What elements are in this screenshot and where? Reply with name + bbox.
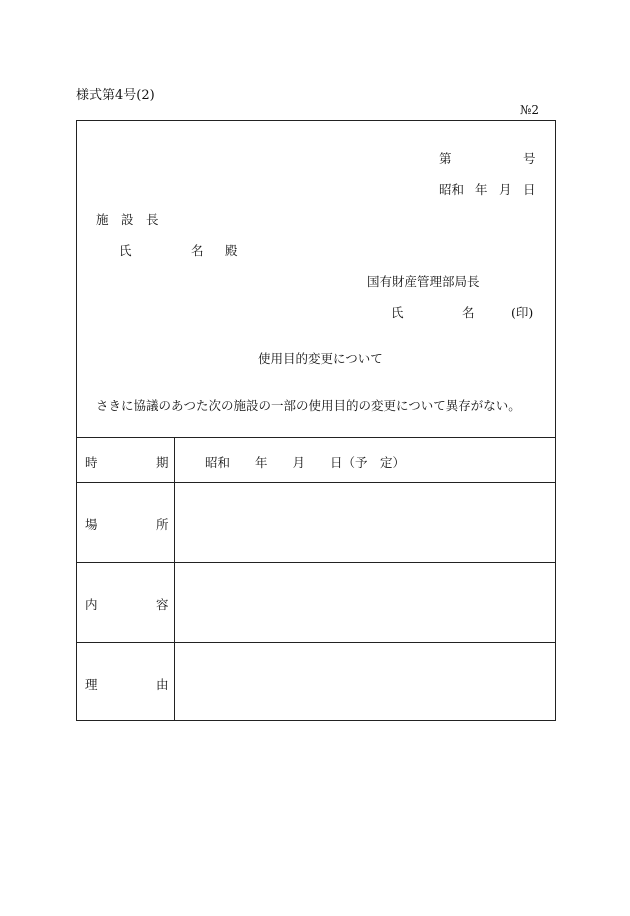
row-label-2: 由 bbox=[156, 677, 169, 692]
sender-name-2: 名 bbox=[462, 305, 475, 320]
row-label-1: 理 bbox=[85, 677, 98, 692]
table-row bbox=[77, 642, 555, 721]
row-label-2: 容 bbox=[156, 597, 169, 612]
addressee-title: 施 設 長 bbox=[96, 212, 159, 227]
sender-seal: (印) bbox=[511, 305, 534, 320]
subject: 使用目的変更について bbox=[258, 351, 383, 366]
date-month: 月 bbox=[499, 182, 512, 197]
table-row bbox=[77, 482, 555, 562]
row-label-1: 内 bbox=[85, 597, 98, 612]
body-text: さきに協議のあつた次の施設の一部の使用目的の変更について異存がない。 bbox=[96, 398, 521, 413]
number-suffix: 号 bbox=[523, 151, 536, 166]
sender-name-1: 氏 bbox=[391, 305, 404, 320]
number-prefix: 第 bbox=[439, 151, 452, 166]
row-label-2: 所 bbox=[156, 517, 169, 532]
row-label-2: 期 bbox=[156, 455, 169, 470]
addressee-name-2: 名 bbox=[191, 243, 204, 258]
addressee-honorific: 殿 bbox=[225, 243, 238, 258]
sender-title: 国有財産管理部局長 bbox=[367, 274, 480, 289]
date-year: 年 bbox=[475, 182, 488, 197]
form-number: 様式第4号(2) bbox=[76, 88, 155, 103]
date-era: 昭和 bbox=[439, 182, 465, 197]
addressee-name-1: 氏 bbox=[119, 243, 132, 258]
table-row bbox=[77, 562, 555, 642]
date-day: 日 bbox=[523, 182, 536, 197]
table-row bbox=[77, 437, 555, 482]
row-label-1: 時 bbox=[85, 455, 98, 470]
form-box bbox=[76, 120, 556, 721]
page-number: №2 bbox=[520, 103, 539, 117]
row-label-1: 場 bbox=[85, 517, 98, 532]
row-value: 昭和 年 月 日（予 定） bbox=[205, 455, 406, 470]
